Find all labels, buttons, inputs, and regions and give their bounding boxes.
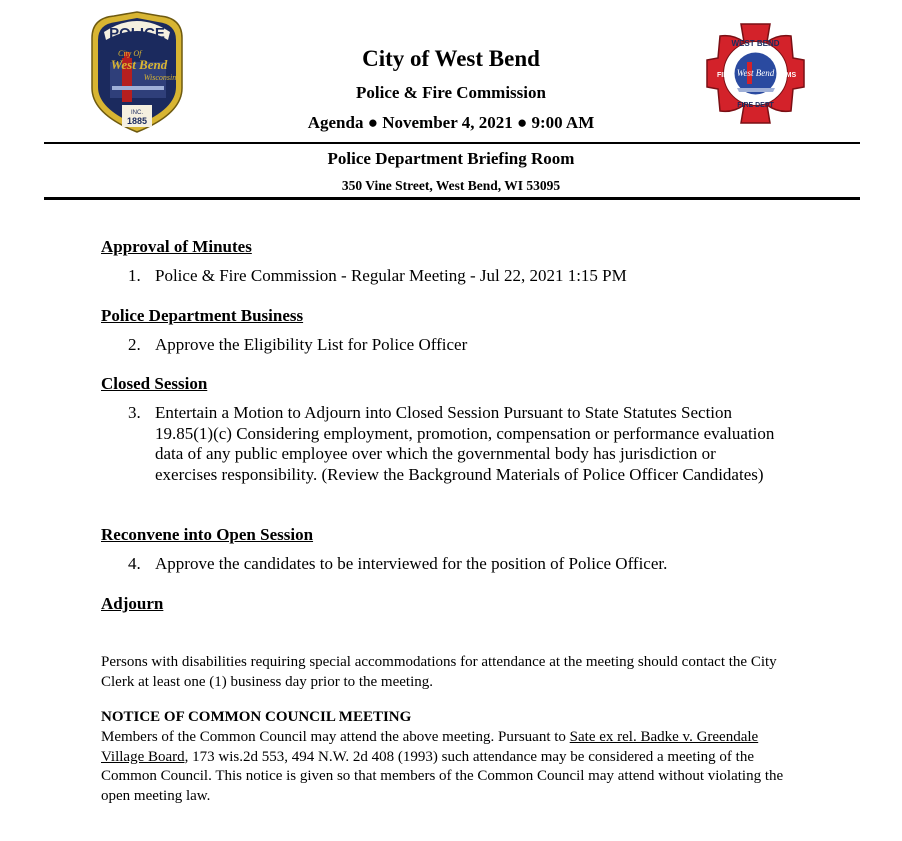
section-heading-approval-of-minutes: Approval of Minutes xyxy=(101,237,252,256)
fire-logo-bottom: FIRE DEPT xyxy=(737,102,774,109)
fire-logo-left: FIRE xyxy=(717,72,733,79)
disability-notice: Persons with disabilities requiring special accommodations for attendance at the meeting should contact the City Clerk at least one (1) business day prior to the meeting. xyxy=(101,654,777,690)
page-title: City of West Bend xyxy=(362,46,540,71)
agenda-date-line: Agenda ● November 4, 2021 ● 9:00 AM xyxy=(307,113,595,132)
commission-name: Police & Fire Commission xyxy=(356,83,546,102)
council-notice-text-before: Members of the Common Council may attend the above meeting. Pursuant to xyxy=(101,729,570,745)
council-notice-text-after: 173 wis.2d 553, 494 N.W. 2d 408 (1993) such attendance may be considered a meeting of the Common Council. This notice is given so that members of the Common Council may attend without violating the open meeting law. xyxy=(101,748,784,804)
police-logo-state: Wisconsin xyxy=(143,73,177,82)
police-logo-city-of: City Of xyxy=(118,49,142,58)
fire-dept-logo xyxy=(703,20,808,127)
police-logo-city: West Bend xyxy=(110,57,168,72)
agenda-item-number: 2. xyxy=(128,335,141,354)
agenda-item-text: Approve the Eligibility List for Police Officer xyxy=(155,335,468,354)
fire-logo-center: West Bend xyxy=(736,68,775,78)
agenda-item-number: 3. xyxy=(128,403,141,422)
section-heading-reconvene-open-session: Reconvene into Open Session xyxy=(101,525,314,544)
fire-logo-top: WEST BEND xyxy=(731,39,780,48)
section-heading-closed-session: Closed Session xyxy=(101,374,208,393)
police-logo-title: POLICE xyxy=(109,25,165,42)
agenda-item-number: 1. xyxy=(128,266,141,285)
agenda-item-number: 4. xyxy=(128,554,141,573)
agenda-item-4 xyxy=(128,554,788,575)
council-notice-text xyxy=(101,728,801,806)
agenda-item-2 xyxy=(128,335,788,356)
section-heading-adjourn: Adjourn xyxy=(101,594,164,613)
agenda-item-text: Approve the candidates to be interviewed for the position of Police Officer. xyxy=(155,554,668,573)
agenda-item-text: Entertain a Motion to Adjourn into Closed Session Pursuant to State Statutes Section 19.85(1)(c) Considering employment, promotion, compensation or performance evaluation data of any public employee over which the governmental body has jurisdiction or exercises responsibility. (Review the Background Materials of Police Officer Candidates) xyxy=(155,403,775,484)
fire-logo-right: EMS xyxy=(781,72,797,79)
agenda-item-1 xyxy=(128,266,788,287)
police-logo-inc: INC. xyxy=(131,110,143,116)
council-notice-title: NOTICE OF COMMON COUNCIL MEETING xyxy=(101,709,412,725)
meeting-location: Police Department Briefing Room xyxy=(327,149,575,168)
section-heading-police-department-business: Police Department Business xyxy=(101,306,304,325)
header-divider-top xyxy=(44,142,860,144)
header-divider-bottom xyxy=(44,197,860,200)
police-logo-year: 1885 xyxy=(126,116,148,126)
agenda-item-3 xyxy=(128,403,778,485)
meeting-address: 350 Vine Street, West Bend, WI 53095 xyxy=(341,178,561,193)
legal-citation: Sate ex rel. Badke v. Greendale Village Board, xyxy=(101,729,759,765)
agenda-item-text: Police & Fire Commission - Regular Meeting - Jul 22, 2021 1:15 PM xyxy=(155,266,627,285)
